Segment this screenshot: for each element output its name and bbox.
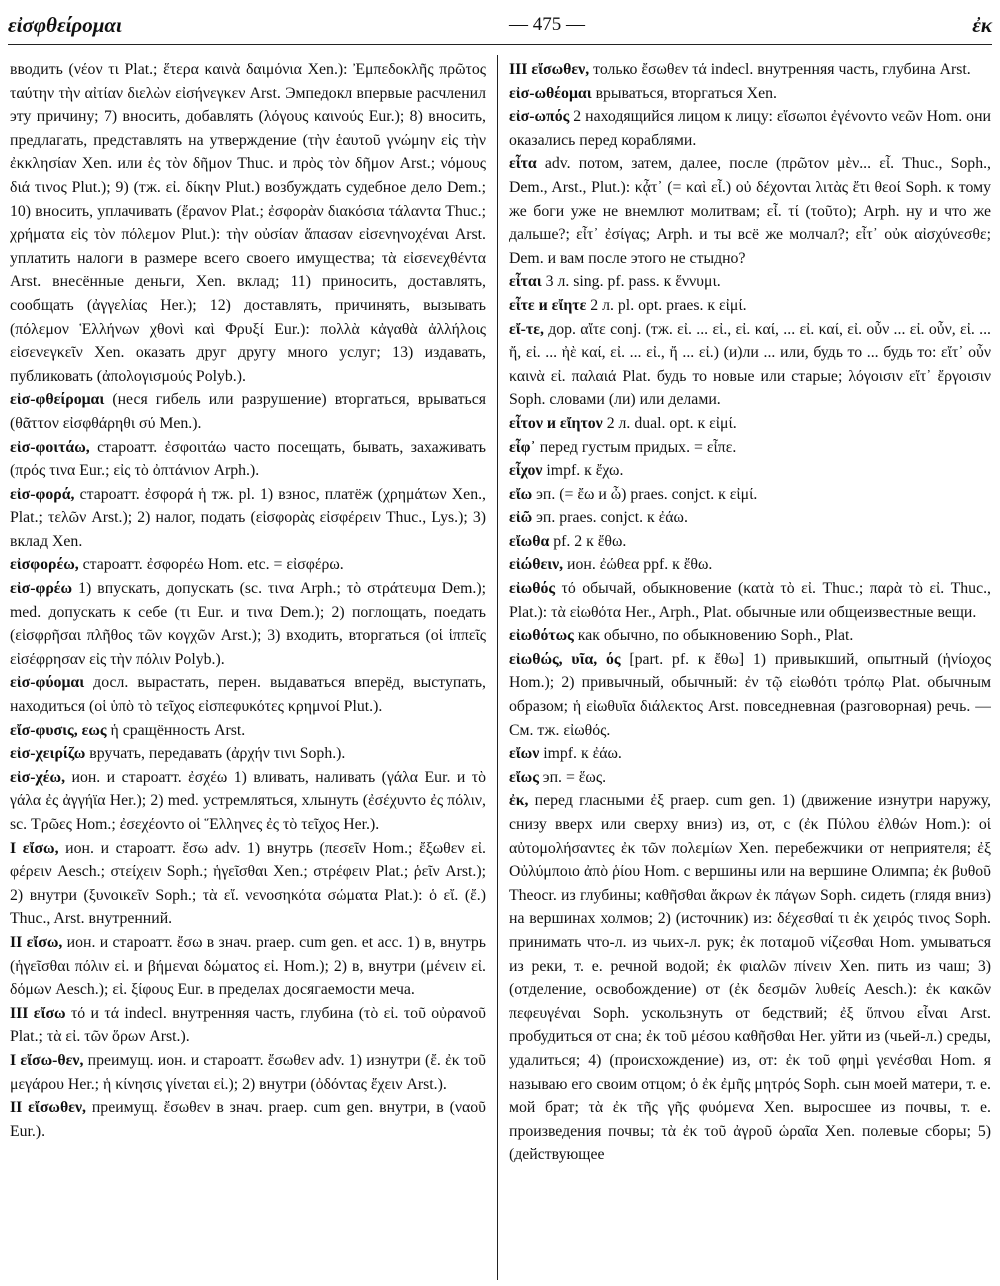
headword: I εἴσω,: [10, 839, 59, 857]
entry-text: ион. и староатт. ἐσχέω 1) вливать, наливать (γάλα Eur. и τὸ γάλα ἐς ἀγγήϊα Her.); 2) med. устремляться, хлынуть (ἐσέχυντο ἐς πόλιν, sc. Τρῶες Hom.; ἐσεχέοντο οἱ Ἕλληνες ἐς τὸ τεῖχος Her.).: [10, 768, 486, 833]
headword: εἰωθώς, υῖα, ός: [509, 650, 621, 668]
dictionary-entry: [509, 577, 991, 624]
dictionary-entry: [509, 483, 991, 507]
headword: εἴω: [509, 485, 533, 503]
page-number: — 475 —: [509, 14, 586, 35]
entry-text: преимущ. ион. и староатт. ἔσωθεν adv. 1) изнутри (ἔ. ἐκ τοῦ μεγάρου Her.; ἡ κίνησις γίνεται εἰ.); 2) внутри (ὀδόντας ἔχειν Arst.).: [10, 1051, 486, 1093]
dictionary-entry: [509, 270, 991, 294]
entry-text: impf. к ἐάω.: [539, 745, 622, 763]
headword: εἰσ-φθείρομαι: [10, 391, 105, 409]
entry-text: 2 л. pl. opt. praes. к εἰμί.: [586, 296, 747, 314]
headword: II εἴσω,: [10, 933, 63, 951]
dictionary-entry: [10, 483, 486, 554]
headword: εἰσ-χέω,: [10, 768, 66, 786]
headword: εἰσ-ωπός: [509, 108, 570, 126]
dictionary-entry: [10, 388, 486, 435]
dictionary-entry: [10, 1002, 486, 1049]
dictionary-entry: [10, 742, 486, 766]
entry-text: ион. и староатт. ἔσω adv. 1) внутрь (πεσεῖν Hom.; ἔξωθεν εἰ. φέρειν Aesch.; στείχειν Soph.; ἡγεῖσθαι Xen.; στρέφειν Plat.; ῥεῖν Arst.); 2) внутри (ξυνοικεῖν Soph.; τὰ εἴ. νενοσηκότα σώματα Plat.): ὁ εἴ. (ἔ.) Thuc., Arst. внутренний.: [10, 839, 486, 928]
entry-text: перед густым придых. = εἶπε.: [535, 438, 737, 456]
headword: I εἴσω-θεν,: [10, 1051, 84, 1069]
dictionary-entry: [509, 105, 991, 152]
dictionary-entry: [509, 742, 991, 766]
entry-text: ион. и староатт. ἔσω в знач. praep. cum gen. et acc. 1) в, внутрь (ἡγεῖσθαι πόλιν εἰ. и βήμεναι δώματος εἰ. Hom.); 2) в, внутри (μένειν εἰ. δόμων Aesch.); εἰ. ξίφους Eur. в пределах досягаемости меча.: [10, 933, 486, 999]
entry-text: impf. к ἔχω.: [542, 462, 624, 480]
header-left-word: εἰσφθείρομαι: [8, 12, 122, 37]
dictionary-entry: [10, 837, 486, 931]
entry-text: досл. вырастать, перен. выдаваться вперёд, выступать, находиться (οἱ ὑπὸ τὸ τεῖχος εἰσπεφυκότες κρημνοί Plut.).: [10, 674, 486, 716]
dictionary-entry: [509, 459, 991, 483]
entry-text: преимущ. ἔσωθεν в знач. praep. cum gen. внутри, в (ναοῦ Eur.).: [10, 1099, 486, 1140]
headword: εἰσ-ωθέομαι: [509, 84, 592, 102]
dictionary-entry: [10, 766, 486, 837]
entry-text: вручать, передавать (ἀρχήν τινι Soph.).: [85, 745, 346, 763]
dictionary-entry: [509, 506, 991, 530]
headword: εἴως: [509, 768, 539, 786]
entry-text: adv. потом, затем, далее, после (πρῶτον μὲν... εἶ. Thuc., Soph., Dem., Arst., Plut.): κᾆτ᾽ (= καὶ εἶ.) οὐ δέχονται λιτὰς ἔτι θεοί Soph. к тому же боги уже не внемлют молитвам; εἶ. τί (τοῦτο); Arph. ну и что же дальше?; εἶτ᾽ ἐσίγας; Arph. и ты всё же молчал?; εἶτ᾽ οὐκ αἰσχύνεσθε; Dem. и вам после этого не стыдно?: [509, 155, 991, 267]
entry-text: ион. ἐώθεα ppf. к ἔθω.: [563, 556, 713, 574]
dictionary-entry: [509, 530, 991, 554]
dictionary-entry: [509, 553, 991, 577]
headword: III εἴσωθεν,: [509, 61, 590, 78]
header-right-word: ἐκ: [972, 12, 992, 37]
headword: III εἴσω: [10, 1004, 66, 1022]
dictionary-entry: [10, 553, 486, 577]
headword: εἰσφορέω,: [10, 556, 79, 574]
headword: εἴ-τε,: [509, 320, 544, 338]
entry-text: τό и τά indecl. внутренняя часть, глубина (τὸ εἰ. τοῦ οὐρανοῦ Plat.; τὰ εἰ. τῶν ὅρων Arst.).: [10, 1004, 486, 1046]
entry-text: эп. praes. conjct. к ἐάω.: [532, 509, 688, 527]
dictionary-entry: [509, 412, 991, 436]
headword: εἴωθα: [509, 532, 550, 550]
headword: εἶτον и εἴητον: [509, 414, 603, 432]
headword: εἰῶ: [509, 509, 533, 527]
headword: II εἴσωθεν,: [10, 1099, 86, 1117]
dictionary-entry: [509, 648, 991, 742]
entry-text: 1) впускать, допускать (sc. τινα Arph.; τὸ στράτευμα Dem.); med. допускать к себе (τι Eur. и τινα Dem.); 2) поглощать, поедать (εἰσφρῆσαι πλῆθος τῶν κογχῶν Arst.); 3) входить, вторгаться (οἱ ἱππεῖς εἰσέφρησαν εἰς τὴν πόλιν Polyb.).: [10, 580, 486, 668]
headword: εἶτε и εἴητε: [509, 296, 587, 314]
dictionary-entry: [10, 577, 486, 671]
dictionary-entry: [509, 152, 991, 270]
page-header: [8, 10, 992, 40]
entry-text: эп. (= ἔω и ὦ) praes. conjct. к εἰμί.: [532, 485, 758, 503]
headword: εἶται: [509, 273, 542, 291]
headword: εἰσ-χειρίζω: [10, 745, 86, 763]
entry-text: ἡ сращённость Arst.: [106, 721, 246, 739]
left-column: [10, 58, 486, 1280]
entry-text: 2 л. dual. opt. к εἰμί.: [602, 414, 737, 432]
dictionary-entry: [509, 294, 991, 318]
dictionary-entry: [509, 58, 991, 82]
dictionary-entry: [10, 1049, 486, 1096]
entry-text: эп. = ἕως.: [538, 768, 607, 786]
headword: εἰσ-φρέω: [10, 580, 73, 598]
dictionary-entry: [509, 624, 991, 648]
entry-text: τό обычай, обыкновение (κατὰ τὸ εἰ. Thuc.; παρὰ τὸ εἰ. Thuc., Plat.): τὰ εἰωθότα Her., Arph., Plat. обычные или общеизвестные вещи.: [509, 580, 991, 621]
headword: εἶφ᾽: [509, 438, 536, 456]
dictionary-entry: [509, 82, 991, 106]
entry-text: 2 находящийся лицом к лицу: εἴσωποι ἐγένοντο νεῶν Hom. они оказались перед кораблями.: [509, 108, 991, 149]
column-divider: [497, 55, 498, 1280]
headword: εἰσ-φύομαι: [10, 674, 85, 692]
headword: εἴσ-φυσις, εως: [10, 721, 107, 739]
dictionary-entry: [509, 789, 991, 1167]
entry-text: врываться, вторгаться Xen.: [591, 84, 777, 102]
headword: εἶχον: [509, 462, 543, 480]
dictionary-entry: [10, 1096, 486, 1143]
entry-text: 3 л. sing. pf. pass. к ἕννυμι.: [541, 273, 721, 291]
entry-text: староатт. ἐσφορέω Hom. etc. = εἰσφέρω.: [78, 556, 344, 574]
headword: ἐκ,: [509, 792, 529, 810]
headword: εἶτα: [509, 155, 537, 173]
dictionary-entry: [10, 671, 486, 718]
entry-text: староатт. ἐσφοιτάω часто посещать, бывать, захаживать (πρός τινα Eur.; εἰς τὸ ὀπτάνιον Arph.).: [10, 438, 486, 480]
header-rule: [8, 44, 992, 45]
entry-text: [part. pf. к ἔθω] 1) привыкший, опытный (ἡνίοχος Hom.); 2) привычный, обычный: ἐν τῷ εἰωθότι τρόπῳ Plat. обычным образом; ἡ εἰωθυῖα διάλεκτος Arst. повседневная (разговорная) речь. — См. тж. εἰωθός.: [509, 650, 991, 739]
dictionary-entry: [509, 318, 991, 412]
right-column: [509, 58, 991, 1280]
entry-text: pf. 2 к ἔθω.: [549, 532, 627, 550]
headword: εἰωθότως: [509, 627, 574, 645]
headword: εἰσ-φοιτάω,: [10, 438, 90, 456]
headword: εἰωθός: [509, 580, 556, 598]
dictionary-entry: [10, 58, 486, 388]
dictionary-entry: [509, 436, 991, 460]
dictionary-entry: [10, 931, 486, 1002]
entry-text: староатт. ἐσφορά ἡ тж. pl. 1) взнос, платёж (χρημάτων Xen., Plat.; τελῶν Arst.); 2) налог, подать (εἰσφορὰς εἰσφέρειν Thuc., Lys.); 3) вклад Xen.: [10, 485, 486, 550]
dictionary-entry: [509, 766, 991, 790]
dictionary-entry: [10, 436, 486, 483]
entry-text: вводить (νέον τι Plat.; ἕτερα καινὰ δαιμόνια Xen.): Ἐμπεδοκλῆς πρῶτος ταύτην τὴν αἰτίαν διελὼν εἰσήνεγκεν Arst. Эмпедокл впервые расчленил эту причину; 7) вносить, добавлять (λόγους καινούς Eur.); 8) вносить, предлагать, представлять на утверждение (τὴν ἑαυτοῦ γνώμην εἰς τὴν ἐκκλησίαν Xen. или ἐς τὸν δῆμον Thuc. и πρὸς τὸν δῆμον Arst.; νόμους διά τινος Plut.); 9) (тж. εἰ. δίκην Plut.) возбуждать судебное дело Dem.; 10) вносить, уплачивать (ἔρανον Plat.; ἐσφορὰν διακόσια τάλαντα Thuc.; χρήματα εἰς τὸν πόλεμον Plut.): τὴν οὐσίαν ἅπασαν εἰσενηνοχέναι Arst. уплатить налоги в размере всего своего имущества; τὰ εἰσενεχθέντα Arst. внесённые деньги, Xen. вклад; 11) приносить, доставлять, сообщать (ἀγγελίας Her.); 12) доставлять, причинять, вызывать (πόλεμον Ἑλλήνων χθονὶ καὶ Φρυξί Eur.): πολλὰ κἀγαθὰ ἀλλήλοις εἰσενεγκεῖν Xen. оказать друг другу много услуг; 13) издавать, публиковать (ἀπολογισμούς Polyb.).: [10, 61, 486, 385]
dictionary-entry: [10, 719, 486, 743]
entry-text: только ἔσωθεν τά indecl. внутренняя часть, глубина Arst.: [589, 61, 971, 78]
entry-text: как обычно, по обыкновению Soph., Plat.: [573, 627, 854, 645]
headword: εἴων: [509, 745, 540, 763]
headword: εἰώθειν,: [509, 556, 564, 574]
entry-text: дор. αἴτε conj. (тж. εἰ. ... εἰ., εἰ. καί, ... εἰ. καί, εἰ. οὖν ... εἰ. οὖν, εἰ. ... ἤ, εἰ. ... ἠὲ καί, εἰ. ... εἰ., ἤ ... εἰ.) (и)ли ... или, будь то ... будь то: εἴτ᾽ οὖν καινὰ εἰ. παλαιά Plat. будь то новые или старые; λόγοισιν εἴτ᾽ ἔργοισιν Soph. словами (ли) или делами.: [509, 320, 991, 409]
headword: εἰσ-φορά,: [10, 485, 75, 503]
entry-text: перед гласными ἐξ praep. cum gen. 1) (движение изнутри наружу, снизу вверх или сверху вниз) из, от, с (ἐκ Πύλου ἐλθών Hom.): οἱ αὐτομολήσαντες ἐκ τῶν πολεμίων Xen. перебежчики от неприятеля; ἐξ Οὐλύμποιο ἀπὸ ῥίου Hom. с вершины или на вершине Олимпа; ἐκ βυθοῦ Theocr. из глубины; καθῆσθαι ἄκρων ἐκ πάγων Soph. сидеть (глядя вниз) на вершинах холмов; 2) (источник) из: δέχεσθαί τι ἐκ χειρός τινος Soph. принимать что-л. из чьих-л. рук; ἐκ ποταμοῦ νίζεσθαι Hom. умываться из реки, т. е. речной водой; ἐκ φιαλῶν πίνειν Xen. пить из чаш; 3) (отделение, освобождение) от (ἐκ δεσμῶν λυθείς Aesch.): ἐκ κακῶν πεφευγέναι Soph. ускользнуть от бедствий; ἐξ ὕπνου εἶναι Arst. пробудиться от сна; ἐκ τοῦ μέσου καθῆσθαι Her. уйти из (чьей-л.) среды, удалиться; 4) (происхождение) из, от: ἐκ τοῦ φημὶ γενέσθαι Hom. я называю его своим отцом; ὁ ἐκ ἐμῆς μητρός Soph. сын моей матери, т. е. мой брат; τὰ ἐκ τῆς γῆς φυόμενα Xen. выросшее из почвы, т. е. произведения почвы; τὰ ἐκ τοῦ ἀγροῦ ὡραῖα Xen. полевые сборы; 5) (действующее: [509, 792, 991, 1164]
entry-text: (неся гибель или разрушение) вторгаться, врываться (θᾶττον εἰσφθάρηθι σύ Men.).: [10, 391, 486, 432]
